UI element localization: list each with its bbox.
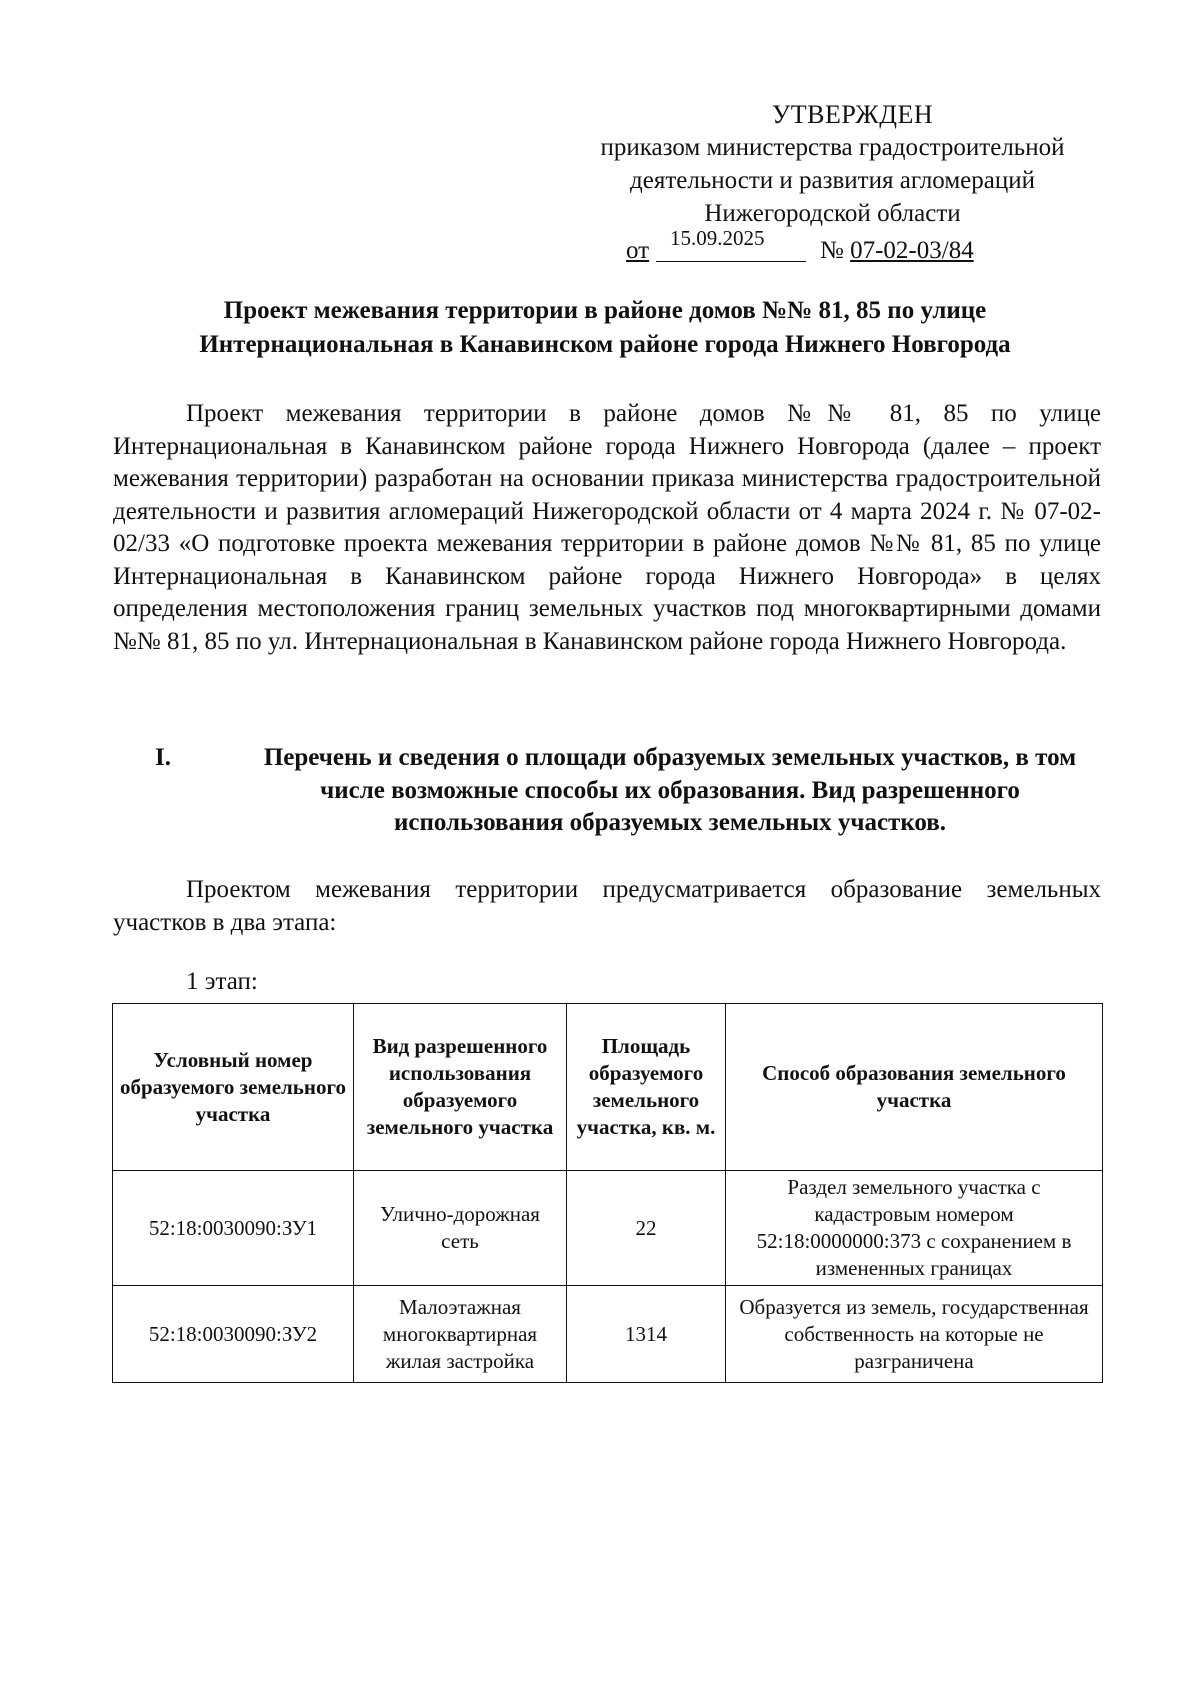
header-plot-number: Условный номер образуемого земельного участка <box>113 1004 354 1171</box>
heading-line-1: Проект межевания территории в районе домов №№ 81, 85 по улице <box>223 297 987 324</box>
header-area: Площадь образуемого земельного участка, кв. м. <box>567 1004 726 1171</box>
section-1-title: Перечень и сведения о площади образуемых земельных участков, в том числе возможные способы их образования. Вид разрешенного использования образуемых земельных участков. <box>263 744 1077 836</box>
intro-paragraph <box>113 398 1101 658</box>
stage-1-label: 1 этап: <box>186 968 258 995</box>
table-row <box>113 1286 1103 1383</box>
approval-date: 15.09.2025 <box>670 226 765 250</box>
header-formation-method: Способ образования земельного участка <box>726 1004 1103 1171</box>
header-permitted-use: Вид разрешенного использования образуемого земельного участка <box>354 1004 567 1171</box>
table-header-row <box>113 1004 1103 1171</box>
cell-area: 22 <box>567 1171 726 1286</box>
cell-permitted-use: Улично-дорожная сеть <box>354 1171 567 1286</box>
approval-number <box>820 234 974 267</box>
approval-line-2: деятельности и развития агломераций <box>630 167 1035 194</box>
approval-from-label: от <box>626 237 650 264</box>
approval-line-1: приказом министерства градостроительной <box>600 134 1065 161</box>
document-heading <box>110 294 1100 362</box>
table-row <box>113 1171 1103 1286</box>
cell-permitted-use: Малоэтажная многоквартирная жилая застройка <box>354 1286 567 1383</box>
approval-number-label: № <box>820 237 844 264</box>
stages-paragraph: Проектом межевания территории предусматривается образование земельных участков в два этапа: <box>113 876 1101 936</box>
approval-date-row <box>560 228 1105 264</box>
heading-line-2: Интернациональная в Канавинском районе города Нижнего Новгорода <box>199 331 1011 358</box>
approval-title: УТВЕРЖДЕН <box>771 100 934 129</box>
intro-paragraph-text: Проект межевания территории в районе домов №№ 81, 85 по улице Интернациональная в Канавинском районе города Нижнего Новгорода (далее – проект межевания территории) разработан на основании приказа министерства градостроительной деятельности и развития агломераций Нижегородской области от 4 марта 2024 г. № 07-02-02/33 «О подготовке проекта межевания территории в районе домов №№ 81, 85 по улице Интернациональная в Канавинском районе города Нижнего Новгорода» в целях определения местоположения границ земельных участков под многоквартирными домами №№ 81, 85 по ул. Интернациональная в Канавинском районе города Нижнего Новгорода. <box>113 400 1101 655</box>
section-1-number: I. <box>155 744 171 771</box>
approval-line-3: Нижегородской области <box>704 200 961 227</box>
cell-area: 1314 <box>567 1286 726 1383</box>
cell-formation-method: Раздел земельного участка с кадастровым номером 52:18:0000000:373 с сохранением в измененных границах <box>726 1171 1103 1286</box>
approval-date-underline <box>656 261 806 262</box>
cell-plot-number: 52:18:0030090:ЗУ2 <box>113 1286 354 1383</box>
cell-formation-method: Образуется из земель, государственная собственность на которые не разграничена <box>726 1286 1103 1383</box>
land-plots-table <box>112 1003 1103 1383</box>
cell-plot-number: 52:18:0030090:ЗУ1 <box>113 1171 354 1286</box>
approval-number-value: 07-02-03/84 <box>850 237 974 264</box>
approval-block <box>560 98 1105 264</box>
